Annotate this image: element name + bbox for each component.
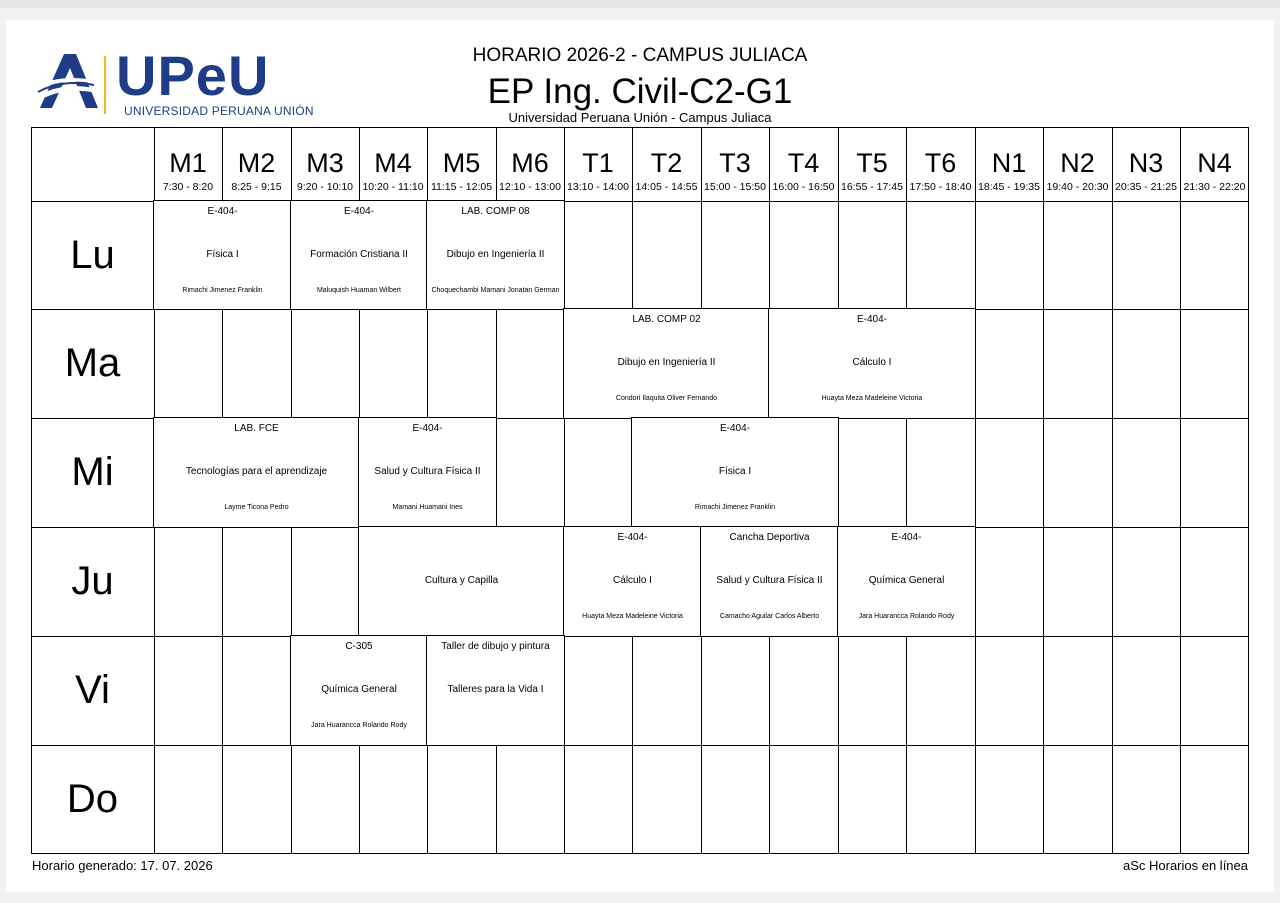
period-code: M2	[237, 148, 276, 178]
class-teacher: Mamani Huamani Ines	[392, 504, 463, 511]
period-header	[769, 128, 838, 200]
class-teacher: Huayta Meza Madeleine Victoria	[821, 395, 923, 402]
period-time: 17:50 - 18:40	[909, 181, 972, 193]
group-title: EP Ing. Civil-C2-G1	[487, 72, 793, 111]
day-label: Ju	[71, 559, 114, 603]
day-label: Lu	[70, 233, 115, 277]
period-header	[359, 128, 427, 200]
period-header	[291, 128, 359, 200]
period-code: T6	[924, 148, 957, 178]
class-room: E-404-	[891, 532, 922, 543]
period-code: N2	[1060, 148, 1095, 178]
class-room: E-404-	[719, 423, 750, 434]
class-block[interactable]	[358, 526, 565, 637]
class-room: Taller de dibujo y pintura	[441, 641, 550, 652]
period-code: M3	[306, 148, 344, 178]
period-time: 10:20 - 11:10	[362, 181, 424, 193]
class-teacher: Camacho Aguilar Carlos Alberto	[719, 613, 820, 620]
logo-subtitle: UNIVERSIDAD PERUANA UNIÓN	[124, 104, 314, 118]
period-code: T5	[856, 148, 888, 178]
day-label: Do	[66, 777, 119, 821]
period-code: N3	[1128, 148, 1164, 178]
class-block[interactable]	[563, 308, 770, 419]
class-subject: Dibujo en Ingeniería II	[617, 357, 716, 368]
period-header	[1180, 128, 1249, 200]
period-header	[975, 128, 1043, 200]
class-block[interactable]	[768, 308, 976, 419]
class-subject: Talleres para la Vida I	[447, 684, 544, 695]
class-subject: Cálculo I	[852, 357, 892, 368]
period-time: 13:10 - 14:00	[567, 181, 629, 193]
class-subject: Física I	[718, 466, 752, 477]
day-label: Ma	[64, 341, 121, 385]
class-teacher: Jara Huarancca Rolando Rody	[311, 722, 407, 729]
class-subject: Física I	[206, 249, 239, 260]
period-code: M6	[511, 148, 549, 178]
top-bar	[0, 0, 1280, 8]
period-time: 19:40 - 20:30	[1046, 181, 1109, 193]
day-label: Vi	[75, 668, 110, 712]
class-subject: Dibujo en Ingeniería II	[446, 249, 545, 260]
class-teacher: Rimachi Jimenez Franklin	[182, 287, 263, 294]
class-room: E-404-	[343, 206, 374, 217]
period-header	[838, 128, 906, 200]
upeu-logo-mark-icon	[36, 52, 100, 112]
period-header	[701, 128, 769, 200]
class-room: Cancha Deportiva	[729, 532, 810, 543]
class-block[interactable]	[153, 200, 292, 310]
period-header	[1112, 128, 1180, 200]
day-label: Mi	[71, 450, 114, 494]
timetable-grid	[31, 127, 1249, 854]
period-code: N4	[1197, 148, 1232, 178]
class-subject: Tecnologías para el aprendizaje	[185, 466, 328, 477]
period-time: 14:05 - 14:55	[635, 181, 698, 193]
class-block[interactable]	[290, 635, 428, 746]
class-teacher: Rimachi Jimenez Franklin	[694, 504, 776, 511]
period-time: 12:10 - 13:00	[499, 181, 561, 193]
class-block[interactable]	[153, 417, 360, 528]
period-code: N1	[991, 148, 1027, 178]
schedule-title: HORARIO 2026-2 - CAMPUS JULIACA	[472, 45, 808, 66]
class-block[interactable]	[563, 526, 702, 637]
period-time: 16:00 - 16:50	[772, 181, 835, 193]
period-code: T4	[787, 148, 820, 178]
upeu-logo	[36, 44, 314, 122]
class-subject: Química General	[868, 575, 945, 586]
class-block[interactable]	[631, 417, 839, 528]
period-time: 8:25 - 9:15	[231, 181, 282, 193]
class-teacher: Condori Ilaquita Oliver Fernando	[615, 395, 718, 402]
class-room: E-404-	[856, 314, 887, 325]
institution-subtitle: Universidad Peruana Unión - Campus Juliaca	[508, 110, 772, 125]
period-code: M1	[169, 148, 207, 178]
class-block[interactable]	[700, 526, 839, 637]
class-block[interactable]	[290, 200, 428, 310]
period-time: 7:30 - 8:20	[162, 181, 214, 193]
class-teacher: Choquechambi Mamani Jonatan German	[431, 287, 560, 294]
class-subject: Formación Cristiana II	[310, 249, 408, 260]
period-header	[1043, 128, 1112, 200]
class-room: E-404-	[207, 206, 238, 217]
period-code: T1	[582, 148, 614, 178]
period-time: 11:15 - 12:05	[430, 181, 493, 193]
footer-brand: aSc Horarios en línea	[1122, 858, 1248, 873]
class-teacher: Huayta Meza Madeleine Victoria	[582, 613, 683, 620]
class-subject: Cultura y Capilla	[424, 575, 499, 586]
class-teacher: Maluquish Huaman Wilbert	[316, 287, 402, 294]
class-subject: Química General	[321, 684, 397, 695]
class-room: LAB. COMP 08	[461, 206, 530, 217]
period-header	[427, 128, 496, 200]
class-block[interactable]	[426, 635, 565, 746]
period-time: 9:20 - 10:10	[296, 181, 354, 193]
period-time: 20:35 - 21:25	[1115, 181, 1177, 193]
period-header	[906, 128, 975, 200]
period-time: 18:45 - 19:35	[978, 181, 1040, 193]
class-teacher: Jara Huarancca Rolando Rody	[858, 613, 955, 620]
generated-date: Horario generado: 17. 07. 2026	[32, 858, 213, 873]
period-time: 16:55 - 17:45	[841, 181, 903, 193]
class-block[interactable]	[426, 200, 565, 310]
period-code: T2	[650, 148, 683, 178]
period-header	[496, 128, 564, 200]
class-subject: Salud y Cultura Física II	[374, 466, 481, 477]
class-room: E-404-	[617, 532, 648, 543]
period-header	[564, 128, 632, 200]
logo-wordmark: UPeU	[116, 44, 270, 107]
class-subject: Cálculo I	[613, 575, 652, 586]
class-block[interactable]	[358, 417, 497, 528]
period-time: 15:00 - 15:50	[704, 181, 766, 193]
period-header	[632, 128, 701, 200]
period-code: M5	[442, 148, 481, 178]
class-block[interactable]	[837, 526, 976, 637]
class-teacher: Layme Ticona Pedro	[224, 504, 289, 511]
period-code: T3	[719, 148, 751, 178]
class-room: LAB. FCE	[234, 423, 279, 434]
class-room: E-404-	[412, 423, 443, 434]
class-subject: Salud y Cultura Física II	[716, 575, 823, 586]
class-room: LAB. COMP 02	[632, 314, 701, 325]
period-time: 21:30 - 22:20	[1183, 181, 1246, 193]
period-header	[222, 128, 291, 200]
period-code: M4	[374, 148, 412, 178]
logo-separator	[104, 56, 106, 114]
grid-hline	[32, 745, 1248, 746]
class-room: C-305	[345, 641, 373, 652]
period-header	[154, 128, 222, 200]
